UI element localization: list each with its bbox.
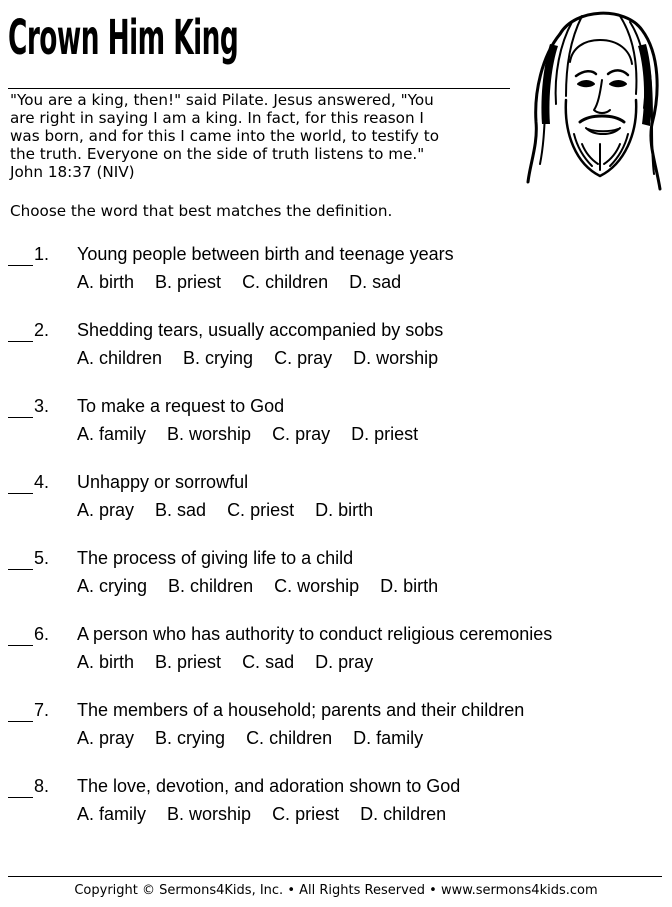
answer-options bbox=[77, 803, 446, 825]
question-number: 3. bbox=[34, 396, 50, 416]
option-b[interactable]: B. priest bbox=[155, 272, 222, 292]
question-item bbox=[0, 775, 672, 835]
quote-reference: John 18:37 (NIV) bbox=[10, 163, 135, 181]
question-definition: The love, devotion, and adoration shown to God bbox=[77, 776, 461, 796]
option-d[interactable]: D. priest bbox=[351, 424, 419, 444]
option-c[interactable]: C. pray bbox=[272, 424, 331, 444]
answer-options bbox=[77, 727, 423, 749]
option-b[interactable]: B. worship bbox=[167, 804, 252, 824]
question-number: 7. bbox=[34, 700, 50, 720]
question-number: 8. bbox=[34, 776, 50, 796]
question-number: 4. bbox=[34, 472, 50, 492]
answer-blank[interactable] bbox=[8, 493, 33, 494]
option-c[interactable]: C. priest bbox=[272, 804, 340, 824]
question-definition: The process of giving life to a child bbox=[77, 548, 354, 568]
answer-blank[interactable] bbox=[8, 721, 33, 722]
answer-blank[interactable] bbox=[8, 265, 33, 266]
answer-options bbox=[77, 651, 373, 673]
question-item bbox=[0, 395, 672, 455]
option-c[interactable]: C. priest bbox=[227, 500, 295, 520]
quote-line: the truth. Everyone on the side of truth listens to me." bbox=[10, 145, 425, 163]
question-item bbox=[0, 547, 672, 607]
answer-blank[interactable] bbox=[8, 569, 33, 570]
instructions: Choose the word that best matches the definition. bbox=[10, 202, 393, 220]
option-d[interactable]: D. children bbox=[360, 804, 447, 824]
option-c[interactable]: C. pray bbox=[274, 348, 333, 368]
option-d[interactable]: D. worship bbox=[353, 348, 439, 368]
option-a[interactable]: A. birth bbox=[77, 652, 135, 672]
option-c[interactable]: C. worship bbox=[274, 576, 360, 596]
answer-blank[interactable] bbox=[8, 341, 33, 342]
option-a[interactable]: A. birth bbox=[77, 272, 135, 292]
answer-options bbox=[77, 575, 438, 597]
footer-divider bbox=[8, 876, 662, 877]
option-b[interactable]: B. worship bbox=[167, 424, 252, 444]
question-item bbox=[0, 623, 672, 683]
question-definition: The members of a household; parents and their children bbox=[77, 700, 525, 720]
question-item bbox=[0, 471, 672, 531]
question-definition: Shedding tears, usually accompanied by sobs bbox=[77, 320, 444, 340]
answer-options bbox=[77, 423, 418, 445]
option-a[interactable]: A. crying bbox=[77, 576, 148, 596]
option-a[interactable]: A. family bbox=[77, 424, 147, 444]
page-title: Crown Him King bbox=[8, 10, 239, 66]
option-a[interactable]: A. family bbox=[77, 804, 147, 824]
option-d[interactable]: D. birth bbox=[380, 576, 439, 596]
question-definition: Young people between birth and teenage years bbox=[77, 244, 454, 264]
quote-line: was born, and for this I came into the world, to testify to bbox=[10, 127, 439, 145]
question-definition: A person who has authority to conduct religious ceremonies bbox=[77, 624, 553, 644]
question-number: 2. bbox=[34, 320, 50, 340]
question-item bbox=[0, 699, 672, 759]
question-item bbox=[0, 319, 672, 379]
answer-options bbox=[77, 347, 438, 369]
option-b[interactable]: B. children bbox=[168, 576, 254, 596]
jesus-portrait-icon bbox=[520, 4, 668, 200]
answer-blank[interactable] bbox=[8, 417, 33, 418]
option-c[interactable]: C. children bbox=[246, 728, 333, 748]
answer-options bbox=[77, 499, 373, 521]
question-item bbox=[0, 243, 672, 303]
quote-line: are right in saying I am a king. In fact, for this reason I bbox=[10, 109, 424, 127]
answer-blank[interactable] bbox=[8, 797, 33, 798]
option-c[interactable]: C. children bbox=[242, 272, 329, 292]
question-number: 1. bbox=[34, 244, 50, 264]
option-c[interactable]: C. sad bbox=[242, 652, 295, 672]
answer-blank[interactable] bbox=[8, 645, 33, 646]
option-b[interactable]: B. priest bbox=[155, 652, 222, 672]
option-b[interactable]: B. sad bbox=[155, 500, 207, 520]
option-b[interactable]: B. crying bbox=[183, 348, 254, 368]
answer-options bbox=[77, 271, 401, 293]
option-d[interactable]: D. pray bbox=[315, 652, 374, 672]
option-a[interactable]: A. children bbox=[77, 348, 163, 368]
option-d[interactable]: D. birth bbox=[315, 500, 374, 520]
option-a[interactable]: A. pray bbox=[77, 500, 135, 520]
copyright-footer: Copyright © Sermons4Kids, Inc. • All Rights Reserved • www.sermons4kids.com bbox=[74, 883, 598, 898]
question-number: 6. bbox=[34, 624, 50, 644]
option-b[interactable]: B. crying bbox=[155, 728, 226, 748]
option-d[interactable]: D. sad bbox=[349, 272, 402, 292]
scripture-quote bbox=[10, 91, 510, 181]
question-definition: To make a request to God bbox=[77, 396, 285, 416]
option-d[interactable]: D. family bbox=[353, 728, 424, 748]
question-definition: Unhappy or sorrowful bbox=[77, 472, 249, 492]
question-number: 5. bbox=[34, 548, 50, 568]
quote-line: "You are a king, then!" said Pilate. Jesus answered, "You bbox=[10, 91, 434, 109]
title-divider bbox=[8, 88, 510, 89]
option-a[interactable]: A. pray bbox=[77, 728, 135, 748]
